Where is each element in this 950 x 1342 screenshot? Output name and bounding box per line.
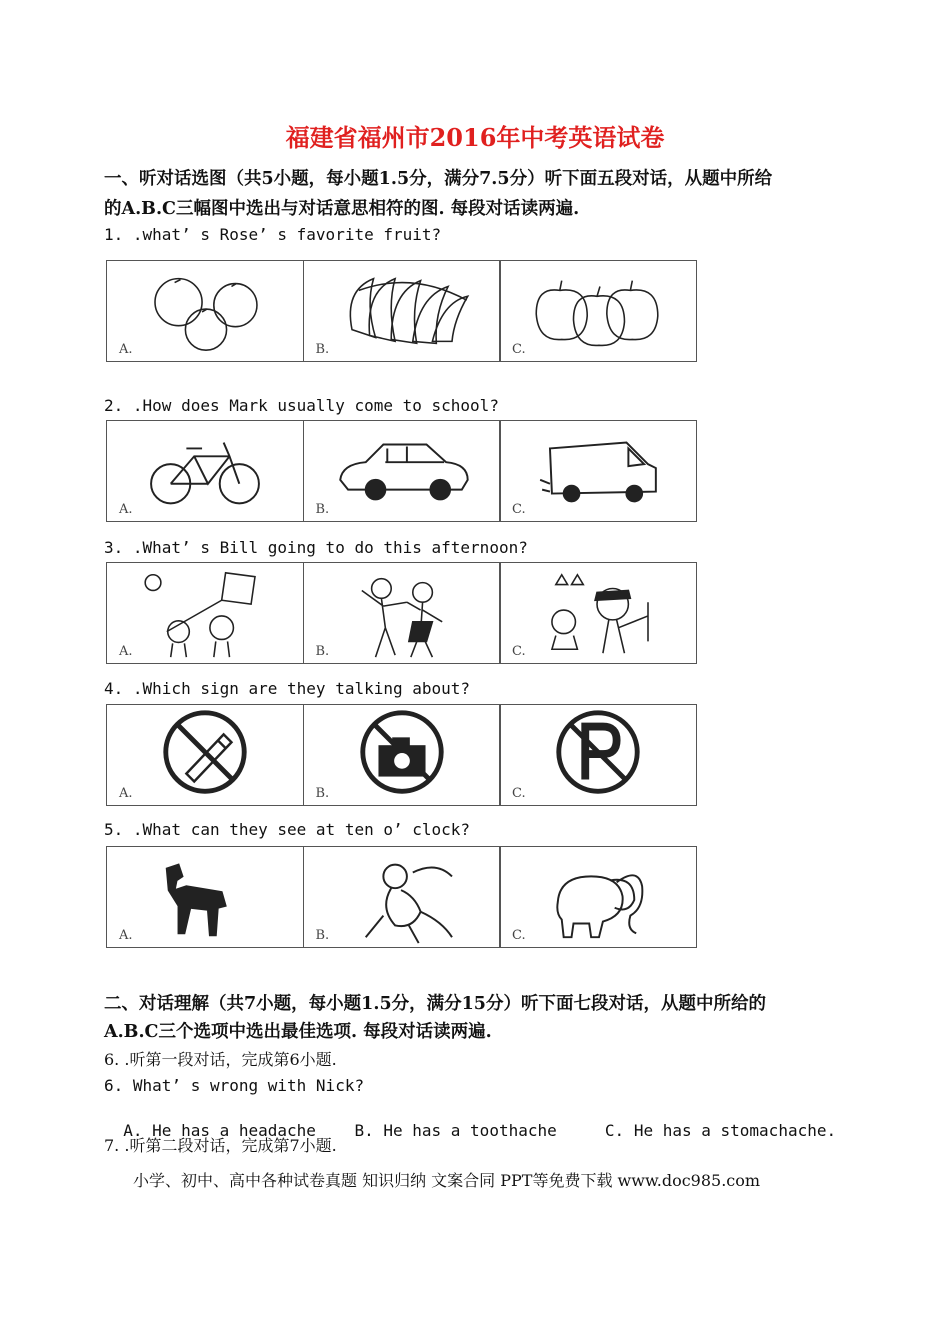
question-5-text: 5. .What can they see at ten o’ clock? (104, 820, 471, 839)
bicycle-icon (107, 421, 303, 521)
question-1-text: 1. .what’ s Rose’ s favorite fruit? (104, 225, 442, 244)
bananas-icon (304, 261, 500, 361)
option-3c[interactable]: C. (499, 562, 697, 664)
page-title: 福建省福州市2016年中考英语试卷 (285, 123, 665, 152)
bus-icon (500, 421, 696, 521)
option-1c[interactable]: C. (499, 260, 697, 362)
question-7-intro: 7. .听第二段对话，完成第7小题. (104, 1136, 337, 1155)
apples-icon (500, 261, 696, 361)
question-1-options (106, 260, 704, 364)
question-5-options (106, 846, 704, 950)
option-2a[interactable]: A. (106, 420, 304, 522)
section1-heading-line2: 的A.B.C三幅图中选出与对话意思相符的图. 每段对话读两遍. (104, 199, 580, 219)
option-5b[interactable]: B. (303, 846, 501, 948)
option-4b[interactable]: B. (303, 704, 501, 806)
question-6-intro: 6. .听第一段对话，完成第6小题. (104, 1050, 337, 1069)
option-5c[interactable]: C. (499, 846, 697, 948)
section2-heading-line1: 二、对话理解（共7小题，每小题1.5分，满分15分）听下面七段对话，从题中所给的 (104, 994, 766, 1014)
kite-flying-icon (107, 563, 303, 663)
option-3b[interactable]: B. (303, 562, 501, 664)
question-6-option-a[interactable]: A. He has a headache (123, 1121, 316, 1140)
horse-icon (107, 847, 303, 947)
question-4-text: 4. .Which sign are they talking about? (104, 679, 471, 698)
option-4c[interactable]: C. (499, 704, 697, 806)
no-parking-icon (500, 705, 696, 805)
dancing-icon (304, 563, 500, 663)
section1-heading-line1: 一、听对话选图（共5小题，每小题1.5分，满分7.5分）听下面五段对话，从题中所给 (104, 169, 773, 189)
section2-heading-line2: A.B.C三个选项中选出最佳选项. 每段对话读两遍. (104, 1022, 492, 1042)
no-smoking-icon (107, 705, 303, 805)
question-4-options (106, 704, 704, 808)
option-1a[interactable]: A. (106, 260, 304, 362)
option-3a[interactable]: A. (106, 562, 304, 664)
option-2b[interactable]: B. (303, 420, 501, 522)
footer-text: 小学、初中、高中各种试卷真题 知识归纳 文案合同 PPT等免费下载 www.doc985.com (133, 1171, 761, 1190)
oranges-icon (107, 261, 303, 361)
option-4a[interactable]: A. (106, 704, 304, 806)
question-3-text: 3. .What’ s Bill going to do this afternoon? (104, 538, 528, 557)
option-1b[interactable]: B. (303, 260, 501, 362)
no-photos-icon (304, 705, 500, 805)
question-6-option-c[interactable]: C. He has a stomachache. (604, 1121, 837, 1140)
elephant-icon (500, 847, 696, 947)
question-3-options (106, 562, 704, 666)
question-2-options (106, 420, 704, 524)
option-5a[interactable]: A. (106, 846, 304, 948)
question-6-text: 6. What’ s wrong with Nick? (104, 1076, 365, 1095)
option-2c[interactable]: C. (499, 420, 697, 522)
question-2-text: 2. .How does Mark usually come to school? (104, 396, 499, 415)
planting-trees-icon (500, 563, 696, 663)
question-6-option-b[interactable]: B. He has a toothache (354, 1121, 557, 1140)
monkey-icon (304, 847, 500, 947)
car-icon (304, 421, 500, 521)
